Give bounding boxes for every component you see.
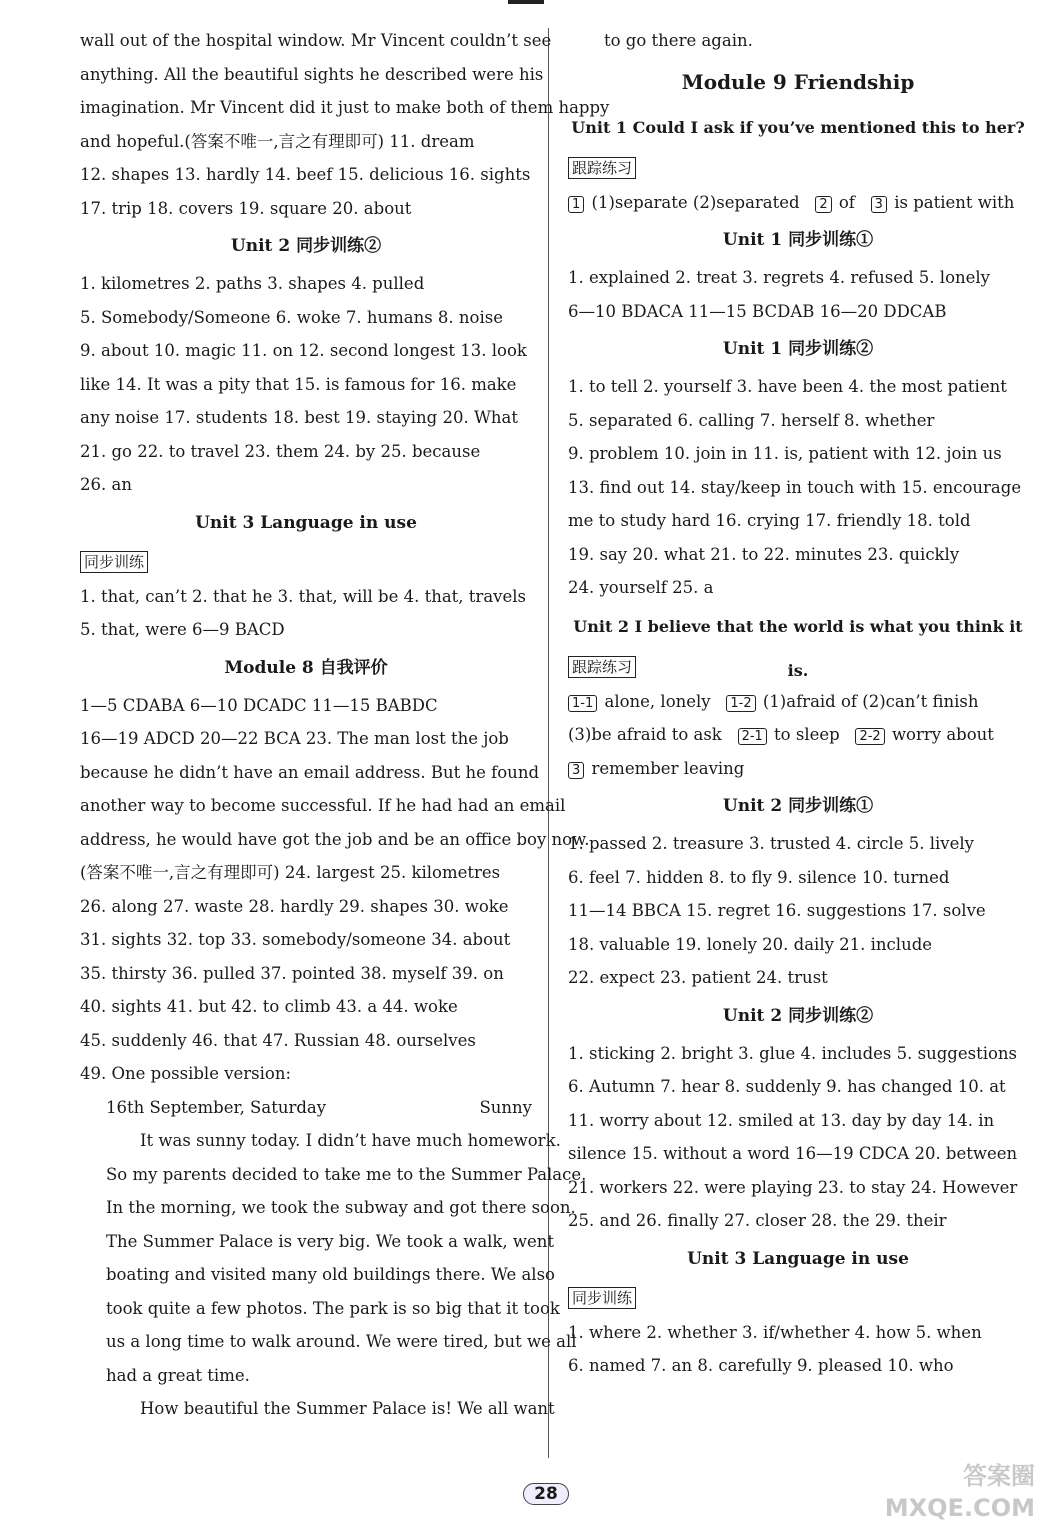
tag-row	[80, 544, 532, 580]
section-title-unit3: Unit 3 Language in use	[195, 512, 417, 533]
text-line: 6. Autumn 7. hear 8. suddenly 9. has changed 10. at	[568, 1077, 1006, 1096]
text-line: took quite a few photos. The park is so big that it took	[106, 1298, 560, 1318]
text-line: It was sunny today. I didn’t have much homework.	[140, 1131, 561, 1150]
watermark-text: 答案圈	[963, 1462, 1035, 1490]
item-number-tag: 3	[568, 762, 584, 779]
answer-block-unit3	[80, 580, 532, 647]
module-title: Module 9 Friendship	[681, 69, 915, 94]
text-line: 49. One possible version:	[80, 1064, 292, 1083]
tracking-exercise-tag: 跟踪练习	[568, 157, 636, 179]
text-line: 21. go 22. to travel 23. them 24. by 25. because	[80, 441, 481, 461]
text-line: The Summer Palace is very big. We took a walk, went	[106, 1231, 555, 1251]
answer-text: alone, lonely	[604, 691, 711, 711]
item-number-tag: 1	[568, 196, 584, 213]
text-line: 16—19 ADCD 20—22 BCA 23. The man lost the job	[80, 729, 509, 748]
text-line: boating and visited many old buildings there. We also	[106, 1265, 555, 1284]
text-line: How beautiful the Summer Palace is! We all want	[140, 1399, 555, 1418]
watermark-logo	[860, 1460, 1035, 1530]
text-line: 6. named 7. an 8. carefully 9. pleased 10. who	[568, 1356, 954, 1375]
item-number-tag: 1-2	[726, 695, 755, 712]
text-line: 6—10 BDACA 11—15 BCDAB 16—20 DDCAB	[568, 301, 947, 321]
text-line: 11—14 BBCA 15. regret 16. suggestions 17. solve	[568, 901, 986, 920]
section-title-unit1: Unit 1 Could I ask if you’ve mentioned this to her?	[571, 117, 1025, 137]
text-line: 6. feel 7. hidden 8. to fly 9. silence 10. turned	[568, 867, 950, 887]
diary-essay	[80, 1091, 587, 1426]
section-title-unit1-practice2: Unit 1 同步训练②	[722, 339, 874, 359]
section-title-unit3: Unit 3 Language in use	[687, 1248, 909, 1269]
text-line: 24. yourself 25. a	[568, 578, 714, 597]
text-line: me to study hard 16. crying 17. friendly 18. told	[568, 511, 971, 530]
section-title-unit1-practice1: Unit 1 同步训练①	[722, 230, 874, 250]
text-line: 25. and 26. finally 27. closer 28. the 29. their	[568, 1211, 947, 1230]
text-line: anything. All the beautiful sights he described were his	[80, 64, 544, 84]
text-line: 17. trip 18. covers 19. square 20. about	[80, 198, 412, 218]
item-number-tag: 1-1	[568, 695, 597, 712]
answer-block-unit2	[80, 267, 532, 502]
tracking-answers-unit2	[568, 718, 1028, 752]
text-line: any noise 17. students 18. best 19. staying 20. What	[80, 408, 518, 427]
watermark-text: MXQE.COM	[884, 1494, 1035, 1522]
text-line: 1. kilometres 2. paths 3. shapes 4. pulled	[80, 274, 425, 293]
text-line: 22. expect 23. patient 24. trust	[568, 968, 828, 987]
text-line: So my parents decided to take me to the Summer Palace.	[106, 1164, 587, 1184]
tracking-answers-unit2	[568, 752, 1028, 786]
text-line: 1. where 2. whether 3. if/whether 4. how 5. when	[568, 1322, 982, 1342]
text-line: 1. that, can’t 2. that he 3. that, will be 4. that, travels	[80, 586, 526, 606]
section-title-unit2-practice1: Unit 2 同步训练①	[722, 796, 874, 816]
answer-text: (3)be afraid to ask	[568, 725, 722, 744]
text-line: 5. Somebody/Someone 6. woke 7. humans 8. noise	[80, 307, 503, 327]
answer-text: worry about	[891, 725, 994, 744]
tracking-answers-unit1	[568, 186, 1028, 220]
text-line: like 14. It was a pity that 15. is famous for 16. make	[80, 374, 517, 394]
diary-weather: Sunny	[479, 1097, 532, 1117]
text-line: 9. problem 10. join in 11. is, patient with 12. join us	[568, 444, 1002, 463]
text-line: because he didn’t have an email address. But he found	[80, 762, 540, 782]
answer-text: (1)afraid of (2)can’t finish	[762, 691, 979, 711]
text-line: 21. workers 22. were playing 23. to stay 24. However	[568, 1177, 1018, 1197]
top-edge-mark	[508, 0, 544, 4]
text-line: 11. worry about 12. smiled at 13. day by day 14. in	[568, 1110, 995, 1130]
text-line: silence 15. without a word 16—19 CDCA 20. between	[568, 1144, 1018, 1163]
text-line: 1. to tell 2. yourself 3. have been 4. the most patient	[568, 377, 1007, 396]
text-line: and hopeful.(答案不唯一,言之有理即可) 11. dream	[80, 131, 475, 151]
text-line: 5. that, were 6—9 BACD	[80, 620, 285, 639]
section-title-unit2-practice2: Unit 2 同步训练②	[722, 1005, 874, 1026]
text-line: 26. along 27. waste 28. hardly 29. shapes 30. woke	[80, 896, 509, 916]
section-title-unit2-practice2: Unit 2 同步训练②	[230, 236, 382, 256]
diary-header	[80, 1091, 532, 1125]
text-line: 1—5 CDABA 6—10 DCADC 11—15 BABDC	[80, 695, 438, 715]
text-line: 1. passed 2. treasure 3. trusted 4. circle 5. lively	[568, 834, 974, 853]
item-number-tag: 2	[815, 196, 831, 213]
text-line: 18. valuable 19. lonely 20. daily 21. include	[568, 934, 933, 954]
practice-tag: 同步训练	[80, 551, 148, 573]
text-line: had a great time.	[106, 1365, 250, 1385]
page-number	[498, 1474, 594, 1514]
text-line: 1. sticking 2. bright 3. glue 4. includes 5. suggestions	[568, 1043, 1018, 1063]
text-line: address, he would have got the job and be an office boy now.	[80, 829, 590, 849]
answer-text: of	[838, 192, 855, 212]
text-line: 31. sights 32. top 33. somebody/someone 34. about	[80, 930, 511, 949]
answer-text: remember leaving	[591, 758, 745, 778]
answer-text: (1)separate (2)separated	[591, 192, 800, 212]
page-number-label: 28	[523, 1483, 569, 1505]
text-line: another way to become successful. If he had had an email	[80, 796, 566, 815]
text-line: 13. find out 14. stay/keep in touch with 15. encourage	[568, 477, 1022, 497]
answer-block-module8	[80, 689, 590, 1091]
tag-row	[568, 1280, 1028, 1316]
text-line: to go there again.	[604, 31, 753, 50]
section-title-unit2: Unit 2 I believe that the world is what you think it is.	[573, 616, 1023, 680]
tracking-answers-unit2	[568, 685, 1028, 719]
answer-text: is patient with	[894, 192, 1015, 212]
item-number-tag: 2-1	[738, 728, 767, 745]
practice-tag: 同步训练	[568, 1287, 636, 1309]
text-line: 35. thirsty 36. pulled 37. pointed 38. myself 39. on	[80, 963, 504, 983]
text-line: 12. shapes 13. hardly 14. beef 15. delicious 16. sights	[80, 165, 531, 184]
text-line: us a long time to walk around. We were tired, but we all	[106, 1332, 577, 1351]
text-line: 5. separated 6. calling 7. herself 8. whether	[568, 410, 935, 430]
right-column	[568, 24, 1028, 1383]
text-line: 19. say 20. what 21. to 22. minutes 23. quickly	[568, 544, 960, 564]
text-line: 1. explained 2. treat 3. regrets 4. refused 5. lonely	[568, 268, 990, 287]
text-line: (答案不唯一,言之有理即可) 24. largest 25. kilometres	[80, 863, 501, 882]
text-line: 45. suddenly 46. that 47. Russian 48. ourselves	[80, 1030, 476, 1050]
text-line: 9. about 10. magic 11. on 12. second longest 13. look	[80, 341, 527, 360]
tracking-exercise-tag: 跟踪练习	[568, 656, 636, 678]
tag-row	[568, 150, 1028, 186]
text-line: In the morning, we took the subway and got there soon.	[106, 1198, 576, 1217]
item-number-tag: 2-2	[855, 728, 884, 745]
diary-date: 16th September, Saturday	[106, 1097, 327, 1117]
text-line: 26. an	[80, 475, 132, 494]
text-line: 40. sights 41. but 42. to climb 43. a 44. woke	[80, 997, 458, 1016]
answer-text: to sleep	[774, 725, 840, 744]
text-line: imagination. Mr Vincent did it just to make both of them happy	[80, 98, 610, 117]
section-title-module8-self-assessment: Module 8 自我评价	[224, 657, 388, 678]
item-number-tag: 3	[871, 196, 887, 213]
text-line: wall out of the hospital window. Mr Vincent couldn’t see	[80, 31, 552, 50]
